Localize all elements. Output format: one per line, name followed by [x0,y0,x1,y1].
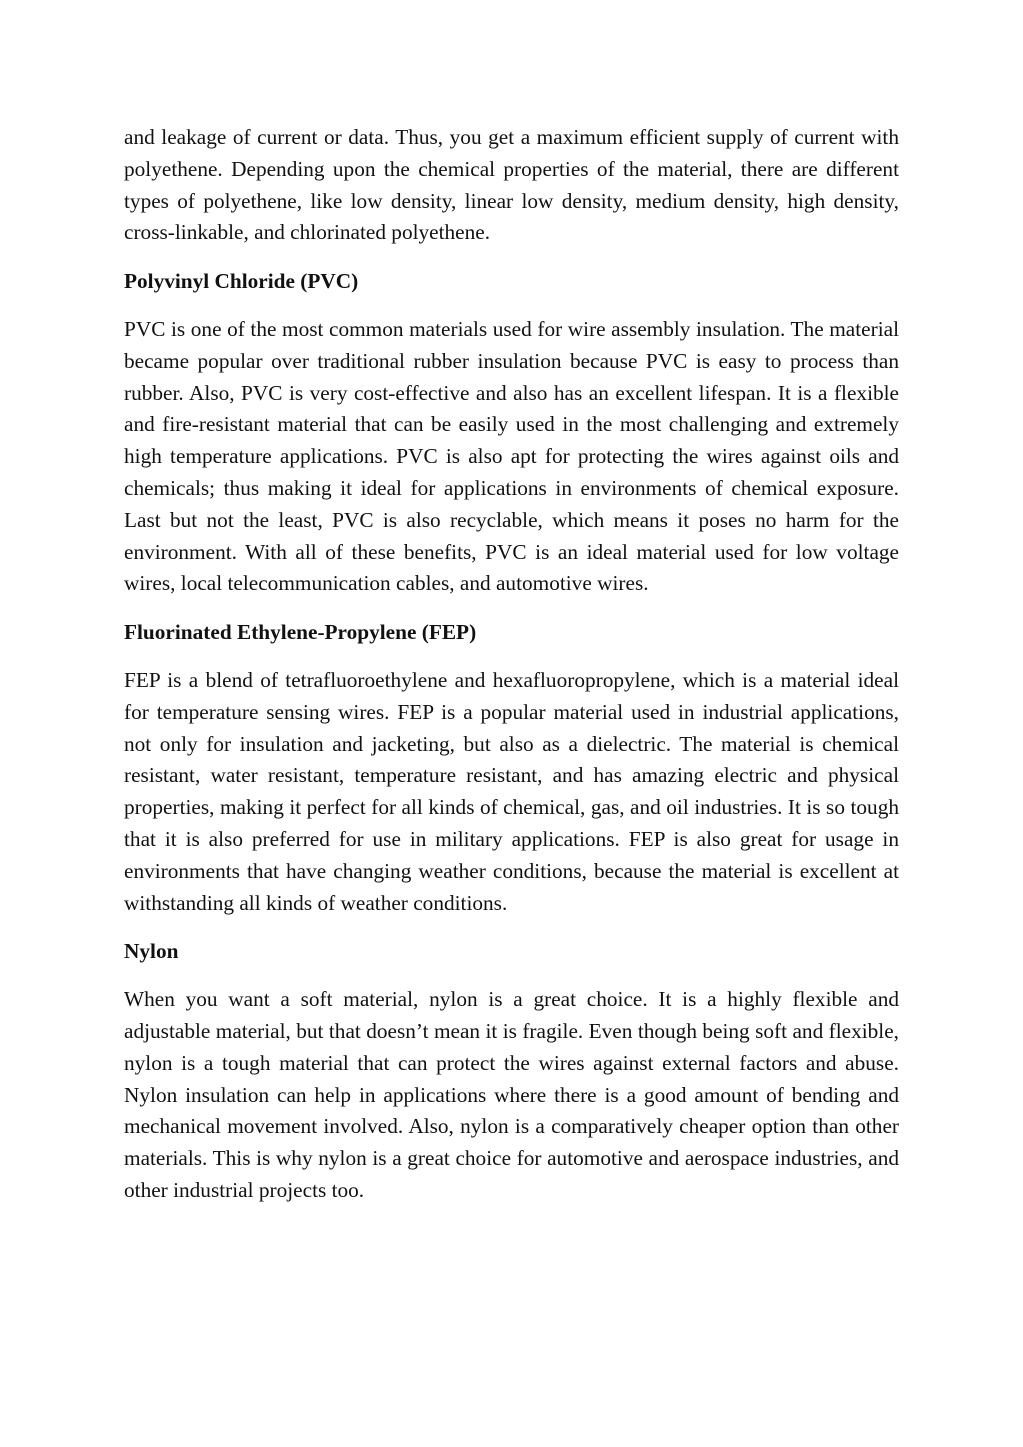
section-heading-pvc: Polyvinyl Chloride (PVC) [124,268,359,293]
intro-paragraph: and leakage of current or data. Thus, you get a maximum efficient supply of current with polyethene. Depending upon the chemical properties of the material, there are different types of polyethene, like low density, linear low density, medium density, high density, cross-linkable, and chlorinated polyethene. [124,125,899,245]
section-body-fep: FEP is a blend of tetrafluoroethylene and hexafluoropropylene, which is a material ideal for temperature sensing wires. FEP is a popular material used in industrial applications, not only for insulation and jacketing, but also as a dielectric. The material is chemical resistant, water resistant, temperature resistant, and has amazing electric and physical properties, making it perfect for all kinds of chemical, gas, and oil industries. It is so tough that it is also preferred for use in military applications. FEP is also great for usage in environments that have changing weather conditions, because the material is excellent at withstanding all kinds of weather conditions. [124,667,899,915]
section-body-pvc: PVC is one of the most common materials used for wire assembly insulation. The material became popular over traditional rubber insulation because PVC is easy to process than rubber. Also, PVC is very cost-effective and also has an excellent lifespan. It is a flexible and fire-resistant material that can be easily used in the most challenging and extremely high temperature applications. PVC is also apt for protecting the wires against oils and chemicals; thus making it ideal for applications in environments of chemical exposure. Last but not the least, PVC is also recyclable, which means it poses no harm for the environment. With all of these benefits, PVC is an ideal material used for low voltage wires, local telecommunication cables, and automotive wires. [124,316,899,596]
document-page [124,122,899,1207]
section-heading-nylon: Nylon [124,938,179,963]
section-heading-fep: Fluorinated Ethylene-Propylene (FEP) [124,619,477,644]
section-body-nylon: When you want a soft material, nylon is a great choice. It is a highly flexible and adjustable material, but that doesn’t mean it is fragile. Even though being soft and flexible, nylon is a tough material that can protect the wires against external factors and abuse. Nylon insulation can help in applications where there is a good amount of bending and mechanical movement involved. Also, nylon is a comparatively cheaper option than other materials. This is why nylon is a great choice for automotive and aerospace industries, and other industrial projects too. [124,987,899,1202]
